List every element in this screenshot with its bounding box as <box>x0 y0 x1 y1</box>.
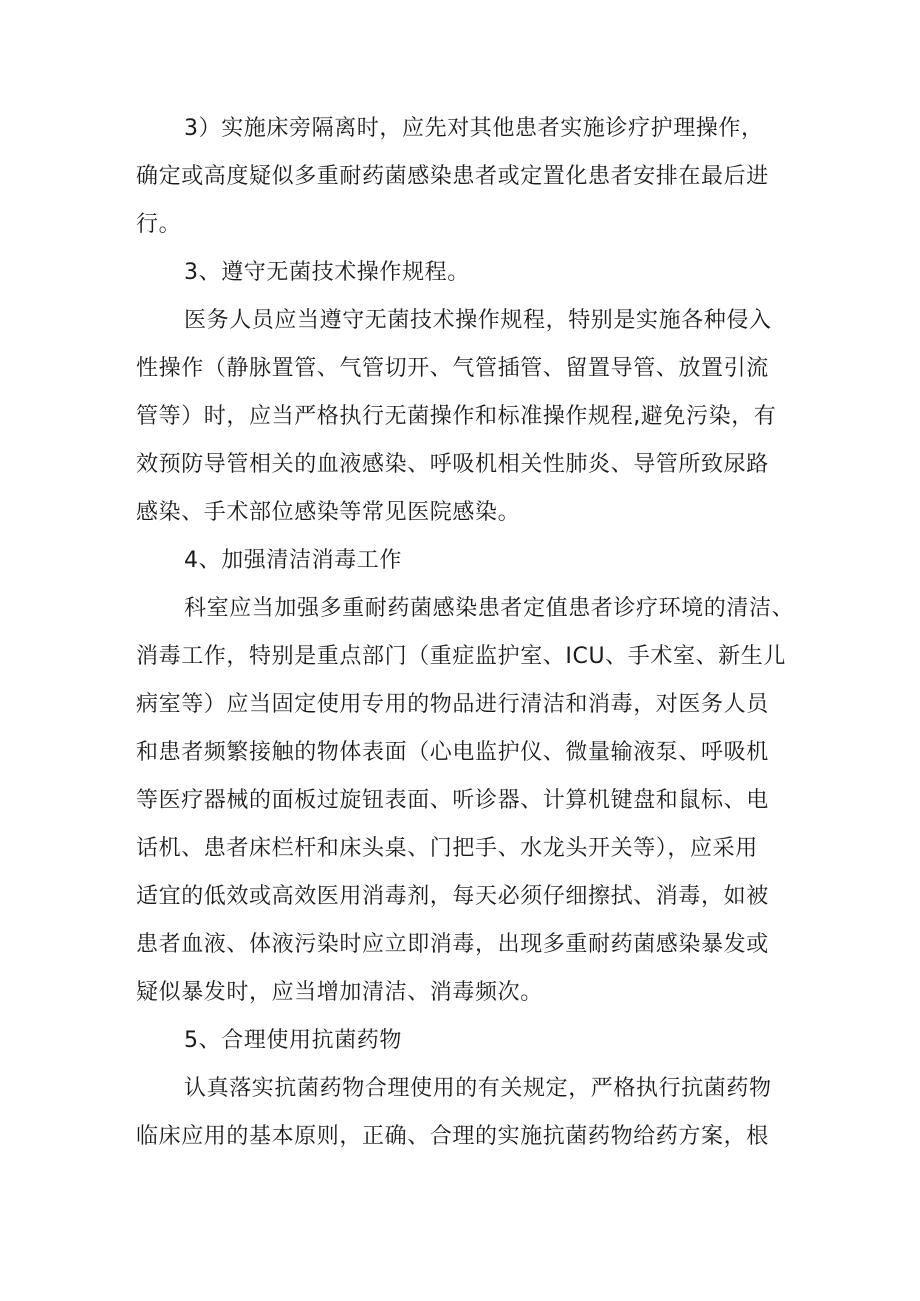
text-line: 患者血液、体液污染时应立即消毒，出现多重耐药菌感染暴发或 <box>136 932 769 957</box>
section-heading: 5、合理使用抗菌药物 <box>184 1028 402 1053</box>
text-line: 管等）时，应当严格执行无菌操作和标准操作规程,避免污染，有 <box>136 404 777 429</box>
text-line: 认真落实抗菌药物合理使用的有关规定，严格执行抗菌药物 <box>184 1076 772 1101</box>
text-line: 和患者频繁接触的物体表面（心电监护仪、微量输液泵、呼吸机 <box>136 740 769 765</box>
text-line: 确定或高度疑似多重耐药菌感染患者或定置化患者安排在最后进 <box>136 164 769 189</box>
text-line: 感染、手术部位感染等常见医院感染。 <box>136 500 521 525</box>
text-line: 等医疗器械的面板过旋钮表面、听诊器、计算机键盘和鼠标、电 <box>136 788 769 813</box>
text-line: 行。 <box>136 212 182 237</box>
text-line: 消毒工作，特别是重点部门（重症监护室、ICU、手术室、新生儿 <box>136 644 786 669</box>
section-heading: 4、加强清洁消毒工作 <box>184 548 402 573</box>
text-line: 效预防导管相关的血液感染、呼吸机相关性肺炎、导管所致尿路 <box>136 452 769 477</box>
text-line: 医务人员应当遵守无菌技术操作规程，特别是实施各种侵入 <box>184 308 772 333</box>
text-line: 适宜的低效或高效医用消毒剂，每天必须仔细擦拭、消毒，如被 <box>136 884 769 909</box>
section-heading: 3、遵守无菌技术操作规程。 <box>184 260 470 285</box>
text-line: 疑似暴发时，应当增加清洁、消毒频次。 <box>136 980 543 1005</box>
text-line: 话机、患者床栏杆和床头桌、门把手、水龙头开关等），应采用 <box>136 836 758 861</box>
text-line: 临床应用的基本原则，正确、合理的实施抗菌药物给药方案，根 <box>136 1124 769 1149</box>
text-line: 病室等）应当固定使用专用的物品进行清洁和消毒，对医务人员 <box>136 692 769 717</box>
text-line: 科室应当加强多重耐药菌感染患者定值患者诊疗环境的清洁、 <box>184 596 795 621</box>
text-line: 性操作（静脉置管、气管切开、气管插管、留置导管、放置引流 <box>136 356 769 381</box>
text-line: 3）实施床旁隔离时，应先对其他患者实施诊疗护理操作， <box>184 116 764 141</box>
